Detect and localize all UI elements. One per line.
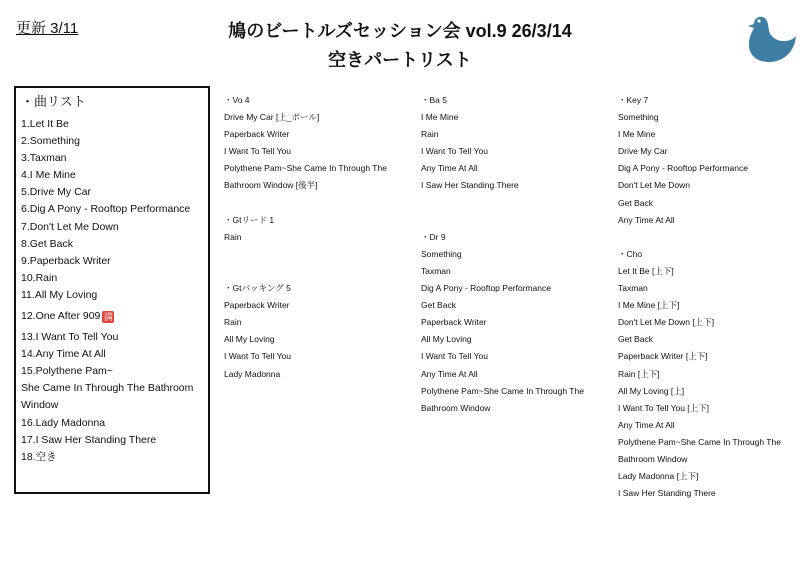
part-item: Any Time At All	[618, 419, 675, 430]
parts-column-2	[421, 92, 601, 417]
section-heading-ba: ・Ba 5	[421, 95, 447, 105]
song-item: Window	[21, 399, 59, 412]
part-item: Get Back	[618, 197, 653, 208]
part-item: Drive My Car	[618, 146, 668, 157]
part-item: Taxman	[618, 283, 648, 294]
song-item: 15.Polythene Pam~	[21, 365, 113, 378]
part-item: All My Loving [上]	[618, 385, 685, 396]
part-item: I Want To Tell You	[421, 351, 488, 362]
part-item: Bathroom Window	[618, 453, 688, 464]
parts-column-1	[224, 92, 404, 383]
song-item: She Came In Through The Bathroom	[21, 382, 194, 395]
part-item: Don't Let Me Down	[618, 180, 691, 191]
part-item: Paperback Writer [上下]	[618, 351, 708, 362]
song-item: 10.Rain	[21, 271, 58, 284]
song-list-heading: ・曲リスト	[21, 94, 86, 109]
part-item: Drive My Car [上_ポール]	[224, 112, 320, 123]
song-item: 16.Lady Madonna	[21, 416, 106, 429]
song-list	[21, 116, 208, 466]
part-item: Paperback Writer	[224, 129, 290, 140]
song-item: 5.Drive My Car	[21, 186, 92, 199]
song-item: 1.Let It Be	[21, 118, 69, 130]
song-title: 12.One After 909	[21, 310, 101, 323]
part-item: Get Back	[618, 334, 653, 345]
part-item: Let It Be [上下]	[618, 265, 674, 276]
part-item: Dig A Pony - Rooftop Performance	[421, 283, 551, 294]
song-item: 4.I Me Mine	[21, 169, 76, 182]
song-item: 17.I Saw Her Standing There	[21, 433, 157, 446]
song-item-full	[21, 304, 208, 329]
song-item: 3.Taxman	[21, 152, 67, 165]
part-item: Polythene Pam~She Came In Through The	[618, 436, 781, 447]
part-item: Something	[421, 248, 462, 259]
part-item: Lady Madonna [上下]	[618, 471, 699, 482]
part-item: Rain [上下]	[618, 368, 660, 379]
dove-icon	[740, 10, 798, 66]
section-heading-gt-lead: ・Gtリード 1	[224, 214, 275, 225]
part-item: Any Time At All	[421, 163, 478, 174]
part-item: Rain	[421, 129, 439, 140]
part-item: Any Time At All	[618, 214, 675, 225]
song-item: 13.I Want To Tell You	[21, 331, 119, 344]
part-item: Lady Madonna	[224, 368, 281, 379]
song-item: 14.Any Time At All	[21, 348, 106, 361]
part-item: Bathroom Window	[421, 402, 491, 413]
part-item: I Want To Tell You	[224, 146, 291, 157]
part-item: Taxman	[421, 265, 451, 276]
parts-column-3	[618, 92, 798, 502]
part-item: All My Loving	[224, 334, 275, 345]
page-title: 鳩のビートルズセッション会 vol.9 26/3/14	[228, 21, 572, 41]
part-item: I Saw Her Standing There	[421, 180, 519, 191]
part-item: Rain	[224, 317, 242, 328]
song-item: 2.Something	[21, 135, 80, 148]
section-heading-dr: ・Dr 9	[421, 231, 446, 242]
part-item: I Me Mine [上下]	[618, 300, 680, 311]
part-item: Polythene Pam~She Came In Through The	[224, 163, 387, 174]
song-item: 6.Dig A Pony - Rooftop Performance	[21, 203, 191, 216]
part-item: Dig A Pony - Rooftop Performance	[618, 163, 748, 174]
part-item: Rain	[224, 231, 242, 242]
song-item: 18.空き	[21, 450, 57, 463]
song-item: 9.Paperback Writer	[21, 254, 111, 267]
part-item: All My Loving	[421, 334, 472, 345]
part-item: I Me Mine	[421, 112, 459, 123]
song-item: 11.All My Loving	[21, 288, 98, 301]
page-subtitle: 空きパートリスト	[328, 50, 472, 70]
section-heading-vo: ・Vo 4	[224, 95, 250, 105]
part-item: Get Back	[421, 300, 456, 311]
section-heading-gt-backing: ・Gtバッキング 5	[224, 283, 291, 294]
part-item: Something	[618, 112, 659, 123]
section-heading-cho: ・Cho	[618, 248, 643, 259]
full-badge: 満	[103, 312, 113, 323]
part-item: I Me Mine	[618, 129, 656, 140]
song-item: 7.Don't Let Me Down	[21, 220, 119, 233]
song-item: 8.Get Back	[21, 237, 73, 250]
part-item: Paperback Writer	[421, 317, 487, 328]
part-item: I Want To Tell You	[421, 146, 488, 157]
part-item: Any Time At All	[421, 368, 478, 379]
part-item: I Saw Her Standing There	[618, 488, 716, 499]
part-item: Polythene Pam~She Came In Through The	[421, 385, 584, 396]
part-item: Don't Let Me Down [上下]	[618, 317, 715, 328]
part-item: I Want To Tell You [上下]	[618, 402, 710, 413]
part-item: Paperback Writer	[224, 300, 290, 311]
song-list-box	[14, 86, 210, 494]
part-item: Bathroom Window [後半]	[224, 180, 318, 191]
section-heading-key: ・Key 7	[618, 95, 649, 105]
update-date: 更新 3/11	[16, 20, 79, 37]
part-item: I Want To Tell You	[224, 351, 291, 362]
